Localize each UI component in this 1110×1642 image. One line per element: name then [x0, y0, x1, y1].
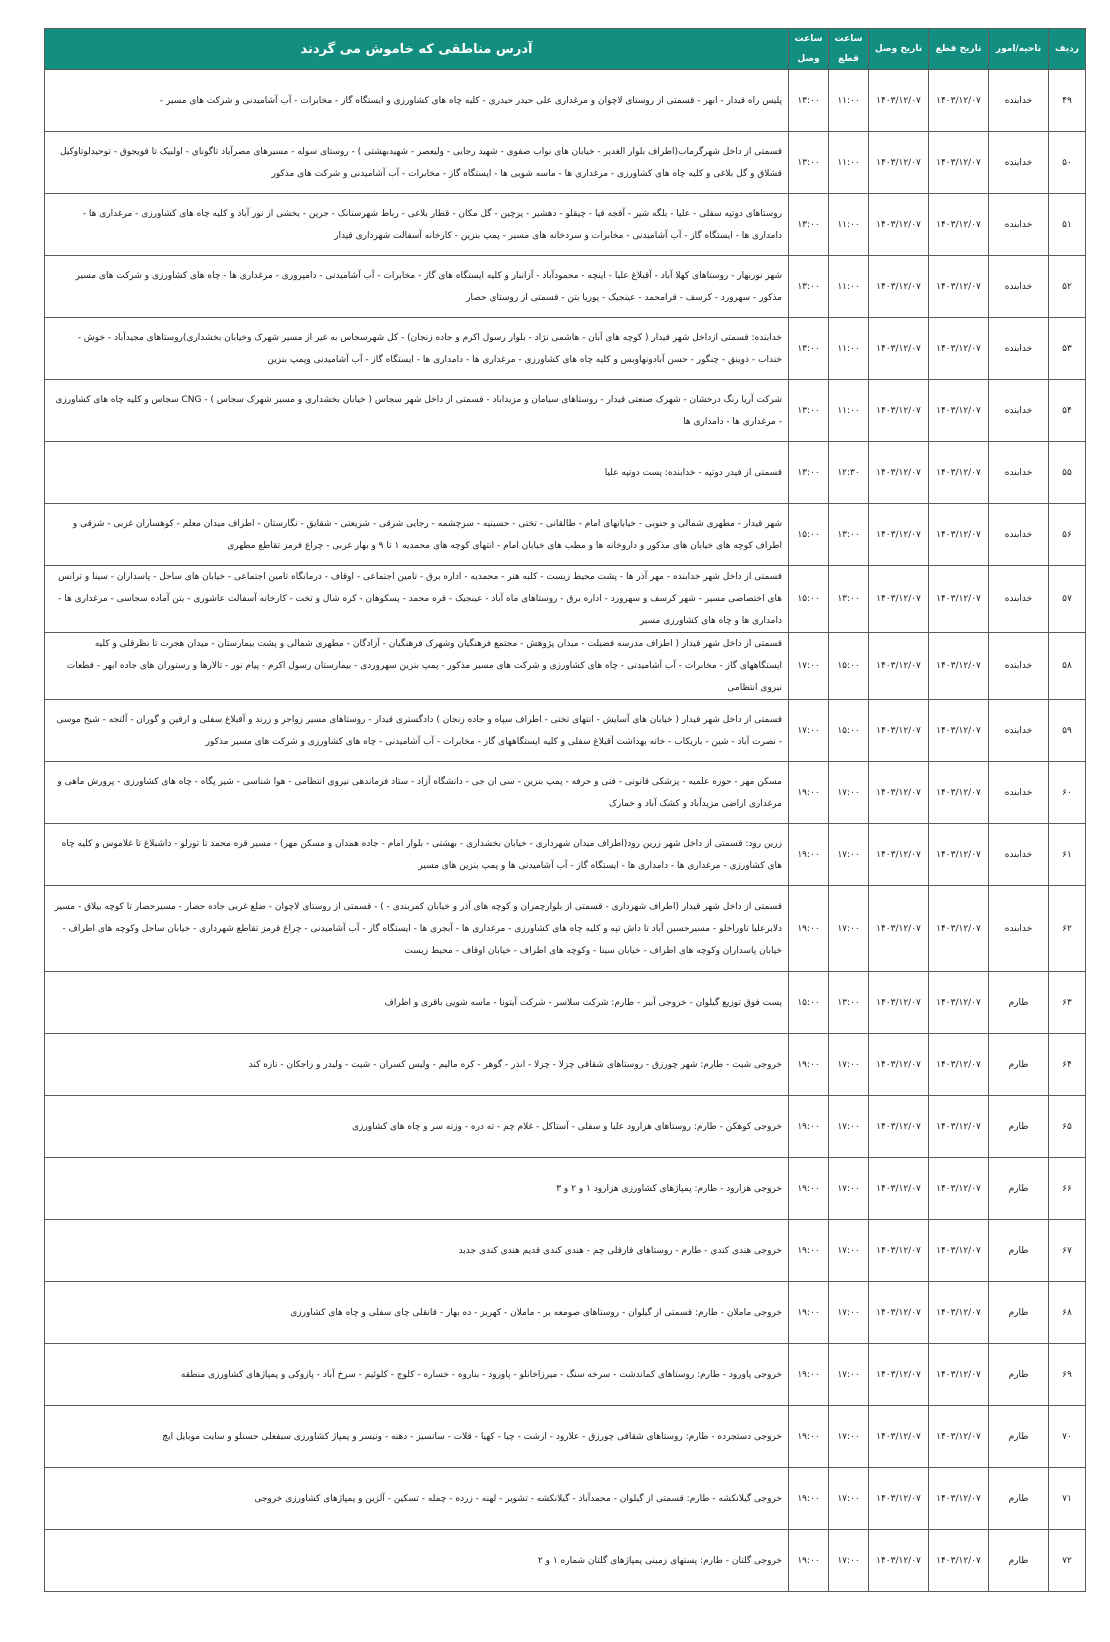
cell-district: خدابنده	[989, 70, 1049, 132]
cell-address: خروجی کوهکن - طارم: روستاهای هزارود علیا و سفلی - آستاکل - غلام چم - ته دره - وزنه سر و چاه های کشاورزی	[45, 1096, 789, 1158]
cell-row-number: ۶۱	[1049, 824, 1086, 886]
cell-cut-date: ۱۴۰۳/۱۲/۰۷	[929, 972, 989, 1034]
table-row	[45, 1530, 1086, 1592]
header-cut-time	[829, 29, 869, 70]
cell-connect-date: ۱۴۰۳/۱۲/۰۷	[869, 442, 929, 504]
table-row	[45, 380, 1086, 442]
cell-connect-time: ۱۵:۰۰	[789, 972, 829, 1034]
cell-cut-time: ۱۷:۰۰	[829, 1530, 869, 1592]
header-cut-date: تاریخ قطع	[929, 29, 989, 70]
cell-connect-time: ۱۹:۰۰	[789, 1406, 829, 1468]
cell-connect-time: ۱۹:۰۰	[789, 1468, 829, 1530]
table-header	[45, 29, 1086, 70]
cell-address: خروجی گلتان - طارم: پستهای زمینی پمپاژهای گلتان شماره ۱ و ۲	[45, 1530, 789, 1592]
cell-cut-time: ۱۷:۰۰	[829, 1468, 869, 1530]
cell-row-number: ۷۰	[1049, 1406, 1086, 1468]
cell-row-number: ۵۰	[1049, 132, 1086, 194]
cell-district: خدابنده	[989, 504, 1049, 566]
cell-connect-time: ۱۹:۰۰	[789, 1530, 829, 1592]
cell-cut-time: ۱۷:۰۰	[829, 1034, 869, 1096]
table-row	[45, 1282, 1086, 1344]
cell-district: طارم	[989, 1096, 1049, 1158]
outage-schedule-table	[44, 28, 1086, 1592]
cell-connect-time: ۱۹:۰۰	[789, 762, 829, 824]
cell-district: خدابنده	[989, 762, 1049, 824]
cell-cut-time: ۱۷:۰۰	[829, 1096, 869, 1158]
cell-cut-time: ۱۱:۰۰	[829, 194, 869, 256]
table-row	[45, 194, 1086, 256]
cell-cut-date: ۱۴۰۳/۱۲/۰۷	[929, 824, 989, 886]
cell-connect-time: ۱۹:۰۰	[789, 1096, 829, 1158]
cell-connect-date: ۱۴۰۳/۱۲/۰۷	[869, 1344, 929, 1406]
cell-connect-date: ۱۴۰۳/۱۲/۰۷	[869, 1034, 929, 1096]
cell-connect-time: ۱۷:۰۰	[789, 700, 829, 762]
cell-address: شهر قیدار - مطهری شمالی و جنوبی - خیابانهای امام - طالقانی - تختی - حسینیه - سرچشمه - رجایی شرقی - شریعتی - شقایق - نگارستان - اطراف میدان معلم - کوهساران غربی - شرقی و اطراف کوچه های خیابان های مذکور و داروخانه ها و مطب های خیابان امام - انتهای کوچه های محمدیه ۱ تا ۹ و بهار غربی - چراغ قرمز تقاطع مطهری	[45, 504, 789, 566]
cell-connect-date: ۱۴۰۳/۱۲/۰۷	[869, 380, 929, 442]
header-cut-time-line1: ساعت	[834, 34, 863, 44]
cell-connect-date: ۱۴۰۳/۱۲/۰۷	[869, 132, 929, 194]
cell-row-number: ۵۹	[1049, 700, 1086, 762]
cell-cut-date: ۱۴۰۳/۱۲/۰۷	[929, 70, 989, 132]
table-body	[45, 70, 1086, 1592]
cell-row-number: ۶۵	[1049, 1096, 1086, 1158]
table-row	[45, 1344, 1086, 1406]
cell-cut-time: ۱۱:۰۰	[829, 256, 869, 318]
cell-connect-date: ۱۴۰۳/۱۲/۰۷	[869, 566, 929, 633]
cell-connect-time: ۱۳:۰۰	[789, 132, 829, 194]
cell-cut-date: ۱۴۰۳/۱۲/۰۷	[929, 1034, 989, 1096]
cell-cut-date: ۱۴۰۳/۱۲/۰۷	[929, 762, 989, 824]
cell-cut-time: ۱۳:۰۰	[829, 566, 869, 633]
cell-address: روستاهای دوتپه سفلی - علیا - بلگه شیر - آقجه قیا - چیقلو - دهشیر - پرچین - گل مکان - قطار بلاغی - رباط شهرستانک - جرین - بخشی از نور آباد و کلیه چاه های کشاورزی - مرغداری ها - دامداری ها - ایستگاه گاز - آب آشامیدنی - مخابرات و سردخانه های مسیر - پمپ بنزین - کارخانه آسفالت شهرداری قیدار	[45, 194, 789, 256]
cell-address: مسکن مهر - حوزه علمیه - پزشکی قانونی - فنی و حرفه - پمپ بنزین - سی ان جی - دانشگاه آزاد - ستاد فرماندهی نیروی انتظامی - هوا شناسی - شیر پگاه - چاه های کشاورزی - پرورش ماهی و مرغداری اراضی مزیدآباد و کشک آباد و خمارک	[45, 762, 789, 824]
cell-row-number: ۵۵	[1049, 442, 1086, 504]
cell-connect-time: ۱۳:۰۰	[789, 442, 829, 504]
cell-address: خروجی شیت - طارم: شهر چورزق - روستاهای شقاقی چزلا - چزلا - انذر - گوهر - کره مالیم - ولیس کسران - شیت - ولیدر و زاجکان - تازه کند	[45, 1034, 789, 1096]
cell-connect-date: ۱۴۰۳/۱۲/۰۷	[869, 256, 929, 318]
cell-cut-time: ۱۱:۰۰	[829, 70, 869, 132]
cell-cut-date: ۱۴۰۳/۱۲/۰۷	[929, 1282, 989, 1344]
cell-cut-time: ۱۵:۰۰	[829, 633, 869, 700]
cell-cut-date: ۱۴۰۳/۱۲/۰۷	[929, 504, 989, 566]
cell-district: طارم	[989, 1468, 1049, 1530]
cell-address: قسمتی از داخل شهر خدابنده - مهر آذر ها - پشت محیط زیست - کلبه هنر - محمدیه - اداره برق - تامین اجتماعی - اوقاف - درمانگاه تامین اجتماعی - خیابان های ساحل - پاسداران - سینا و ترانس های اختصاصی مسیر - شهر کرسف و سهرورد - اداره برق - روستاهای ماه آباد - عینجیک - قره محمد - پسکوهان - کره شال و تخت - کارخانه آسفالت عاشوری - بتن آماده سجاسی - مرغداری ها - دامداری ها و چاه های کشاورزی مسیر	[45, 566, 789, 633]
cell-connect-date: ۱۴۰۳/۱۲/۰۷	[869, 1406, 929, 1468]
cell-district: طارم	[989, 1158, 1049, 1220]
cell-connect-date: ۱۴۰۳/۱۲/۰۷	[869, 886, 929, 972]
cell-cut-time: ۱۳:۰۰	[829, 504, 869, 566]
cell-address: شهر نوربهار - روستاهای کهلا آباد - آقبلاغ علیا - اینچه - محمودآباد - آزانبار و کلیه ایستگاه های گاز - مخابرات - آب آشامیدنی - دامپروری - مرغداری ها - چاه های کشاورزی و شرکت های مسیر مذکور - سهرورد - کرسف - قرامحمد - عینجیک - پوریا بتن - قسمتی از روستای حصار	[45, 256, 789, 318]
table-row	[45, 256, 1086, 318]
cell-connect-time: ۱۷:۰۰	[789, 633, 829, 700]
table-row	[45, 1220, 1086, 1282]
cell-cut-time: ۱۵:۰۰	[829, 700, 869, 762]
cell-row-number: ۵۴	[1049, 380, 1086, 442]
cell-cut-date: ۱۴۰۳/۱۲/۰۷	[929, 700, 989, 762]
cell-district: خدابنده	[989, 132, 1049, 194]
cell-cut-date: ۱۴۰۳/۱۲/۰۷	[929, 132, 989, 194]
cell-cut-date: ۱۴۰۳/۱۲/۰۷	[929, 318, 989, 380]
header-connect-date: تاریخ وصل	[869, 29, 929, 70]
cell-row-number: ۶۷	[1049, 1220, 1086, 1282]
header-connect-time-line2: وصل	[797, 54, 820, 64]
table-row	[45, 972, 1086, 1034]
cell-cut-time: ۱۷:۰۰	[829, 1282, 869, 1344]
cell-row-number: ۵۶	[1049, 504, 1086, 566]
table-row	[45, 1406, 1086, 1468]
cell-cut-time: ۱۷:۰۰	[829, 824, 869, 886]
cell-connect-date: ۱۴۰۳/۱۲/۰۷	[869, 1468, 929, 1530]
cell-cut-time: ۱۷:۰۰	[829, 886, 869, 972]
cell-cut-time: ۱۲:۳۰	[829, 442, 869, 504]
cell-cut-time: ۱۷:۰۰	[829, 1406, 869, 1468]
cell-connect-date: ۱۴۰۳/۱۲/۰۷	[869, 1220, 929, 1282]
cell-district: خدابنده	[989, 700, 1049, 762]
cell-address: قسمتی از داخل شهرگرماب(اطراف بلوار الغدیر - خیابان های نواب صفوی - شهید رجایی - ولیعصر - شهیدبهشتی ) - روستای سوله - مسیرهای مصرآباد تاگوناي - اولبیک تا قویجوق - توحیدلوتاوکیل قشلاق و گل بلاغی و کلیه چاه های کشاورزی - مرغداری ها - ماسه شویی ها - ایستگاه گاز - مخابرات - آب آشامیدنی و شرکت های مذکور	[45, 132, 789, 194]
cell-row-number: ۵۲	[1049, 256, 1086, 318]
table-row	[45, 1096, 1086, 1158]
cell-row-number: ۵۷	[1049, 566, 1086, 633]
cell-cut-date: ۱۴۰۳/۱۲/۰۷	[929, 194, 989, 256]
cell-address: خدابنده: قسمتی ازداخل شهر قیدار ( کوچه های آبان - هاشمی نژاد - بلوار رسول اکرم و جاده زنجان) - کل شهرسجاس به غیر از مسیر شهرک وخیابان بخشداری)روستاهای مجیدآباد - خوش - خنداب - ذوینق - چنگور - حسن آبادونهاوبس و کلیه چاه های کشاورزی - مرغداری ها - دامداری ها - ایستگاه گاز - آب آشامیدنی وپمپ بنزین	[45, 318, 789, 380]
cell-cut-time: ۱۱:۰۰	[829, 132, 869, 194]
cell-connect-date: ۱۴۰۳/۱۲/۰۷	[869, 318, 929, 380]
cell-cut-time: ۱۷:۰۰	[829, 762, 869, 824]
cell-connect-date: ۱۴۰۳/۱۲/۰۷	[869, 762, 929, 824]
cell-district: طارم	[989, 1406, 1049, 1468]
cell-connect-time: ۱۹:۰۰	[789, 1034, 829, 1096]
cell-district: خدابنده	[989, 824, 1049, 886]
table-row	[45, 1468, 1086, 1530]
header-connect-time	[789, 29, 829, 70]
cell-cut-date: ۱۴۰۳/۱۲/۰۷	[929, 380, 989, 442]
cell-connect-time: ۱۵:۰۰	[789, 504, 829, 566]
cell-row-number: ۶۹	[1049, 1344, 1086, 1406]
cell-cut-date: ۱۴۰۳/۱۲/۰۷	[929, 1406, 989, 1468]
header-connect-time-line1: ساعت	[794, 34, 823, 44]
cell-address: قسمتی از فیدر دوتپه - خدابنده: پست دوتپه علیا	[45, 442, 789, 504]
cell-connect-date: ۱۴۰۳/۱۲/۰۷	[869, 194, 929, 256]
cell-row-number: ۵۳	[1049, 318, 1086, 380]
cell-connect-date: ۱۴۰۳/۱۲/۰۷	[869, 504, 929, 566]
cell-row-number: ۶۳	[1049, 972, 1086, 1034]
cell-row-number: ۶۲	[1049, 886, 1086, 972]
cell-row-number: ۶۴	[1049, 1034, 1086, 1096]
header-row-number: ردیف	[1049, 29, 1086, 70]
header-cut-time-line2: قطع	[838, 54, 859, 64]
cell-connect-time: ۱۹:۰۰	[789, 886, 829, 972]
cell-district: خدابنده	[989, 633, 1049, 700]
cell-district: خدابنده	[989, 442, 1049, 504]
header-district: ناحیه/امور	[989, 29, 1049, 70]
cell-district: طارم	[989, 1344, 1049, 1406]
cell-address: پلیس راه قیدار - ابهر - قسمتی از روستای لاچوان و مرغداری علی حیدر حیدری - کلیه چاه های کشاورزی و ایستگاه گاز - مخابرات - آب آشامیدنی و شرکت های مسیر -	[45, 70, 789, 132]
cell-connect-date: ۱۴۰۳/۱۲/۰۷	[869, 1282, 929, 1344]
cell-district: خدابنده	[989, 256, 1049, 318]
cell-row-number: ۷۲	[1049, 1530, 1086, 1592]
table-row	[45, 1034, 1086, 1096]
cell-district: خدابنده	[989, 194, 1049, 256]
cell-address: قسمتی از داخل شهر قیدار ( اطراف مدرسه فضیلت - میدان پژوهش - مجتمع فرهنگیان وشهرک فرهنگیان - آزادگان - مطهری شمالی و پشت بیمارستان - میدان هجرت تا نظرقلی و کلیه ایستگاههای گاز - مخابرات - آب آشامیدنی - چاه های کشاورزی و شرکت های مسیر مذکور - پمپ بنزین سهروردی - بیمارستان رسول اکرم - پیام نور - تالارها و رستوران های جاده ابهر - قطعات نیروی انتظامی	[45, 633, 789, 700]
cell-address: قسمتی از داخل شهر قیدار ( خیابان های آسایش - انتهای تختی - اطراف سپاه و جاده زنجان ) دادگستری قیدار - روستاهای مسیر زواجر و زرند و آقبلاغ سفلی و ارقین و گوران - آلتجه - شیخ موسی - نصرت آباد - شین - باریکاب - خانه بهداشت آقبلاغ سفلی و کلیه ایستگاههای گاز - مخابرات - آب آشامیدنی - چاه های کشاورزی و شرکت های مسیر مذکور	[45, 700, 789, 762]
cell-address: شرکت آریا رنگ درخشان - شهرک صنعتی قیدار - روستاهای سیامان و مزیداباد - قسمتی از داخل شهر سجاس ( خیابان بخشداری و مسیر شهرک سجاس ) - CNG سجاس و کلیه چاه های کشاورزی - مرغداری ها - دامداری ها	[45, 380, 789, 442]
cell-connect-date: ۱۴۰۳/۱۲/۰۷	[869, 1158, 929, 1220]
cell-address: خروجی پاورود - طارم: روستاهای کماندشت - سرخه سنگ - میرزاخانلو - پاورود - بناروه - خساره - کلوج - کلوئیم - سرخ آباد - پازوکی و پمپاژهای کشاورزی منطقه	[45, 1344, 789, 1406]
cell-cut-date: ۱۴۰۳/۱۲/۰۷	[929, 1158, 989, 1220]
cell-cut-date: ۱۴۰۳/۱۲/۰۷	[929, 633, 989, 700]
cell-row-number: ۷۱	[1049, 1468, 1086, 1530]
cell-address: خروجی هزارود - طارم: پمپاژهای کشاورزی هزارود ۱ و ۲ و ۳	[45, 1158, 789, 1220]
cell-connect-time: ۱۳:۰۰	[789, 318, 829, 380]
cell-cut-date: ۱۴۰۳/۱۲/۰۷	[929, 1096, 989, 1158]
cell-cut-time: ۱۷:۰۰	[829, 1220, 869, 1282]
cell-connect-time: ۱۹:۰۰	[789, 1282, 829, 1344]
cell-address: زرین رود: قسمتی از داخل شهر زرین رود(اطراف میدان شهرداری - خیابان بخشداری - بهشتی - بلوار امام - جاده همدان و مسکن مهر) - مسیر قره محمد تا توزلو - داشبلاغ تا غلاموس و کلیه چاه های کشاورزی - مرغداری ها - دامداری ها - ایستگاه گاز - آب آشامیدنی ها و پمپ بنزین های مسیر	[45, 824, 789, 886]
cell-district: طارم	[989, 972, 1049, 1034]
header-address: آدرس مناطقی که خاموش می گردند	[45, 29, 789, 70]
table-row	[45, 762, 1086, 824]
cell-connect-date: ۱۴۰۳/۱۲/۰۷	[869, 1530, 929, 1592]
cell-address: خروجی ماملان - طارم: قسمتی از گیلوان - روستاهای صومعه بر - ماملان - کهریز - ده بهار - قانقلی چای سفلی و چاه های کشاورزی	[45, 1282, 789, 1344]
cell-cut-date: ۱۴۰۳/۱۲/۰۷	[929, 886, 989, 972]
cell-row-number: ۶۶	[1049, 1158, 1086, 1220]
cell-cut-date: ۱۴۰۳/۱۲/۰۷	[929, 442, 989, 504]
cell-cut-date: ۱۴۰۳/۱۲/۰۷	[929, 1344, 989, 1406]
cell-connect-date: ۱۴۰۳/۱۲/۰۷	[869, 70, 929, 132]
table-row	[45, 70, 1086, 132]
cell-connect-time: ۱۳:۰۰	[789, 194, 829, 256]
cell-connect-time: ۱۳:۰۰	[789, 380, 829, 442]
cell-connect-time: ۱۹:۰۰	[789, 1344, 829, 1406]
cell-cut-time: ۱۱:۰۰	[829, 318, 869, 380]
cell-connect-time: ۱۳:۰۰	[789, 256, 829, 318]
cell-address: خروجی دستجرده - طارم: روستاهای شقاقی چورزق - علارود - ارشت - چیا - کهیا - قلات - سانسیز - دهنه - ونیسر و پمپاژ کشاورزی سیفعلی حسنلو و سایت موبایل ایچ	[45, 1406, 789, 1468]
cell-connect-time: ۱۵:۰۰	[789, 566, 829, 633]
cell-address: خروجی گیلانکشه - طارم: قسمتی از گیلوان - محمدآباد - گیلانکشه - تشویر - لهنه - زرده - چمله - تسکین - آلزین و پمپاژهای کشاورزی خروجی	[45, 1468, 789, 1530]
table-row	[45, 633, 1086, 700]
cell-district: طارم	[989, 1220, 1049, 1282]
cell-connect-date: ۱۴۰۳/۱۲/۰۷	[869, 700, 929, 762]
cell-district: طارم	[989, 1282, 1049, 1344]
cell-district: طارم	[989, 1034, 1049, 1096]
table-row	[45, 504, 1086, 566]
cell-connect-date: ۱۴۰۳/۱۲/۰۷	[869, 824, 929, 886]
cell-row-number: ۶۰	[1049, 762, 1086, 824]
cell-cut-time: ۱۷:۰۰	[829, 1344, 869, 1406]
cell-cut-time: ۱۷:۰۰	[829, 1158, 869, 1220]
cell-connect-time: ۱۳:۰۰	[789, 70, 829, 132]
cell-district: خدابنده	[989, 566, 1049, 633]
cell-cut-date: ۱۴۰۳/۱۲/۰۷	[929, 1220, 989, 1282]
cell-cut-date: ۱۴۰۳/۱۲/۰۷	[929, 256, 989, 318]
cell-row-number: ۴۹	[1049, 70, 1086, 132]
cell-row-number: ۵۸	[1049, 633, 1086, 700]
table-row	[45, 886, 1086, 972]
table-row	[45, 318, 1086, 380]
cell-connect-date: ۱۴۰۳/۱۲/۰۷	[869, 1096, 929, 1158]
cell-address: قسمتی از داخل شهر قیدار (اطراف شهرداری - قسمتی از بلوارچمران و کوچه های آذر و خیابان کمربندی - ) - قسمتی از روستای لاچوان - ضلع غربی جاده حصار - مسیرحصار تا کوچه بیلاق - مسیر دلابرعلیا تاوراخلو - مسیرحسین آباد تا داش تپه و کلیه چاه های کشاورزی - مرغداری ها - آبجری ها - ایستگاه گاز - آب آشامیدنی - چراغ قرمز تقاطع شهرداری - خیابان ساحل وکوچه های اطراف - خیابان پاسداران وکوچه های اطراف - خیابان سینا - وکوچه های اطراف - خیابان اوقاف - محیط زیست	[45, 886, 789, 972]
cell-cut-date: ۱۴۰۳/۱۲/۰۷	[929, 566, 989, 633]
table-row	[45, 824, 1086, 886]
cell-district: خدابنده	[989, 380, 1049, 442]
cell-district: خدابنده	[989, 886, 1049, 972]
cell-cut-time: ۱۱:۰۰	[829, 380, 869, 442]
cell-address: خروجی هندی کندی - طارم - روستاهای قارقلی چم - هندی کندی قدیم هندی کندی جدید	[45, 1220, 789, 1282]
cell-row-number: ۵۱	[1049, 194, 1086, 256]
cell-cut-date: ۱۴۰۳/۱۲/۰۷	[929, 1530, 989, 1592]
table-row	[45, 1158, 1086, 1220]
cell-connect-date: ۱۴۰۳/۱۲/۰۷	[869, 972, 929, 1034]
cell-connect-time: ۱۹:۰۰	[789, 1220, 829, 1282]
table-row	[45, 132, 1086, 194]
cell-row-number: ۶۸	[1049, 1282, 1086, 1344]
cell-cut-date: ۱۴۰۳/۱۲/۰۷	[929, 1468, 989, 1530]
cell-cut-time: ۱۳:۰۰	[829, 972, 869, 1034]
table-row	[45, 700, 1086, 762]
cell-connect-date: ۱۴۰۳/۱۲/۰۷	[869, 633, 929, 700]
cell-connect-time: ۱۹:۰۰	[789, 1158, 829, 1220]
table-row	[45, 566, 1086, 633]
cell-address: پست فوق توزیع گیلوان - خروجی آببر - طارم: شرکت سلاسر - شرکت آیتونا - ماسه شویی باقری و اطراف	[45, 972, 789, 1034]
cell-district: خدابنده	[989, 318, 1049, 380]
cell-connect-time: ۱۹:۰۰	[789, 824, 829, 886]
cell-district: طارم	[989, 1530, 1049, 1592]
table-row	[45, 442, 1086, 504]
